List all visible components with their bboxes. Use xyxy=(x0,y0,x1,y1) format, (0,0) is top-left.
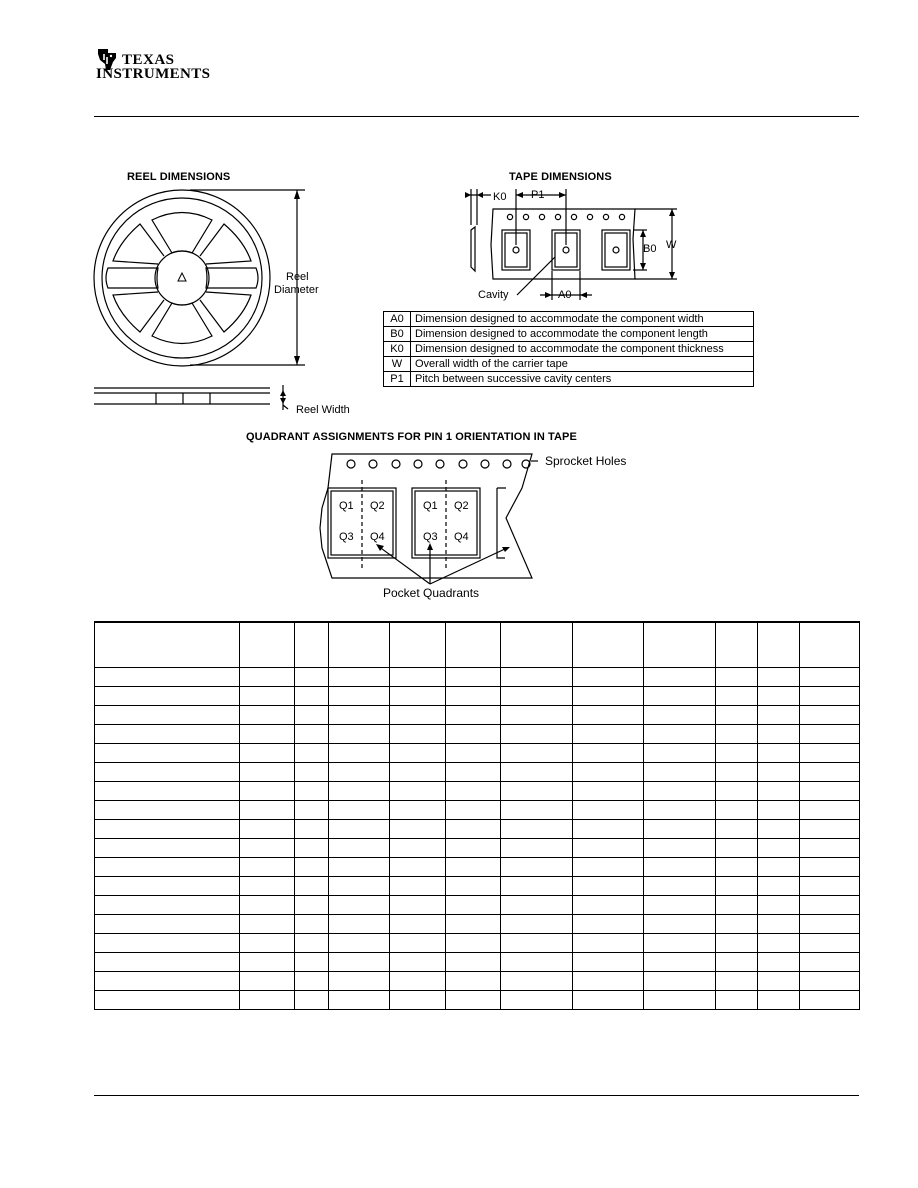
q4-label-right: Q4 xyxy=(454,531,469,543)
definition-text: Pitch between successive cavity centers xyxy=(411,372,754,387)
reel-diameter-label: Reel xyxy=(286,271,309,283)
table-row xyxy=(95,668,860,687)
table-row xyxy=(384,327,754,342)
q2-label-left: Q2 xyxy=(370,500,385,512)
q1-label-left: Q1 xyxy=(339,500,354,512)
table-row xyxy=(384,372,754,387)
logo-text-instruments: INSTRUMENTS xyxy=(96,66,211,82)
table-row xyxy=(95,839,860,858)
q3-label-right: Q3 xyxy=(423,531,438,543)
q4-label-left: Q4 xyxy=(370,531,385,543)
table-row xyxy=(95,877,860,896)
table-row xyxy=(95,687,860,706)
tape-and-reel-info-table xyxy=(94,621,860,1010)
table-row xyxy=(95,991,860,1010)
definition-code: K0 xyxy=(384,342,411,357)
definition-text: Dimension designed to accommodate the component length xyxy=(411,327,754,342)
cavity-label: Cavity xyxy=(478,289,509,301)
quadrant-heading: QUADRANT ASSIGNMENTS FOR PIN 1 ORIENTATION IN TAPE xyxy=(246,431,577,443)
table-row xyxy=(95,725,860,744)
footer-rule xyxy=(94,1095,859,1096)
table-row xyxy=(95,915,860,934)
reel-drawing xyxy=(90,185,340,415)
definition-code: A0 xyxy=(384,312,411,327)
table-row xyxy=(95,782,860,801)
table-row xyxy=(95,858,860,877)
table-row xyxy=(95,820,860,839)
k0-label: K0 xyxy=(493,191,507,203)
table-row xyxy=(95,706,860,725)
header-rule xyxy=(94,116,859,117)
tape-dimensions-heading: TAPE DIMENSIONS xyxy=(509,171,612,183)
definition-code: P1 xyxy=(384,372,411,387)
reel-diameter-label-2: Diameter xyxy=(274,284,319,296)
definition-text: Dimension designed to accommodate the component thickness xyxy=(411,342,754,357)
table-row xyxy=(384,312,754,327)
definition-code: B0 xyxy=(384,327,411,342)
table-row xyxy=(384,342,754,357)
definition-text: Overall width of the carrier tape xyxy=(411,357,754,372)
reel-width-label: Reel Width xyxy=(296,404,350,416)
logo-text-texas: TEXAS xyxy=(122,52,175,68)
table-row xyxy=(95,972,860,991)
definition-code: W xyxy=(384,357,411,372)
table-row xyxy=(95,896,860,915)
q1-label-right: Q1 xyxy=(423,500,438,512)
table-row xyxy=(95,763,860,782)
table-header-row xyxy=(95,622,860,668)
definition-text: Dimension designed to accommodate the component width xyxy=(411,312,754,327)
ti-logo xyxy=(94,44,224,84)
quadrant-drawing xyxy=(300,448,550,598)
tape-definitions-table xyxy=(383,311,754,387)
table-row xyxy=(95,953,860,972)
table-row xyxy=(95,744,860,763)
table-row xyxy=(95,801,860,820)
tape-drawing xyxy=(455,185,695,305)
q2-label-right: Q2 xyxy=(454,500,469,512)
a0-label: A0 xyxy=(558,289,572,301)
sprocket-holes-label: Sprocket Holes xyxy=(545,454,627,468)
table-row xyxy=(384,357,754,372)
b0-label: B0 xyxy=(643,243,657,255)
pocket-quadrants-label: Pocket Quadrants xyxy=(383,586,480,600)
reel-dimensions-heading: REEL DIMENSIONS xyxy=(127,171,231,183)
q3-label-left: Q3 xyxy=(339,531,354,543)
p1-label: P1 xyxy=(531,189,545,201)
w-label: W xyxy=(666,239,677,251)
table-row xyxy=(95,934,860,953)
